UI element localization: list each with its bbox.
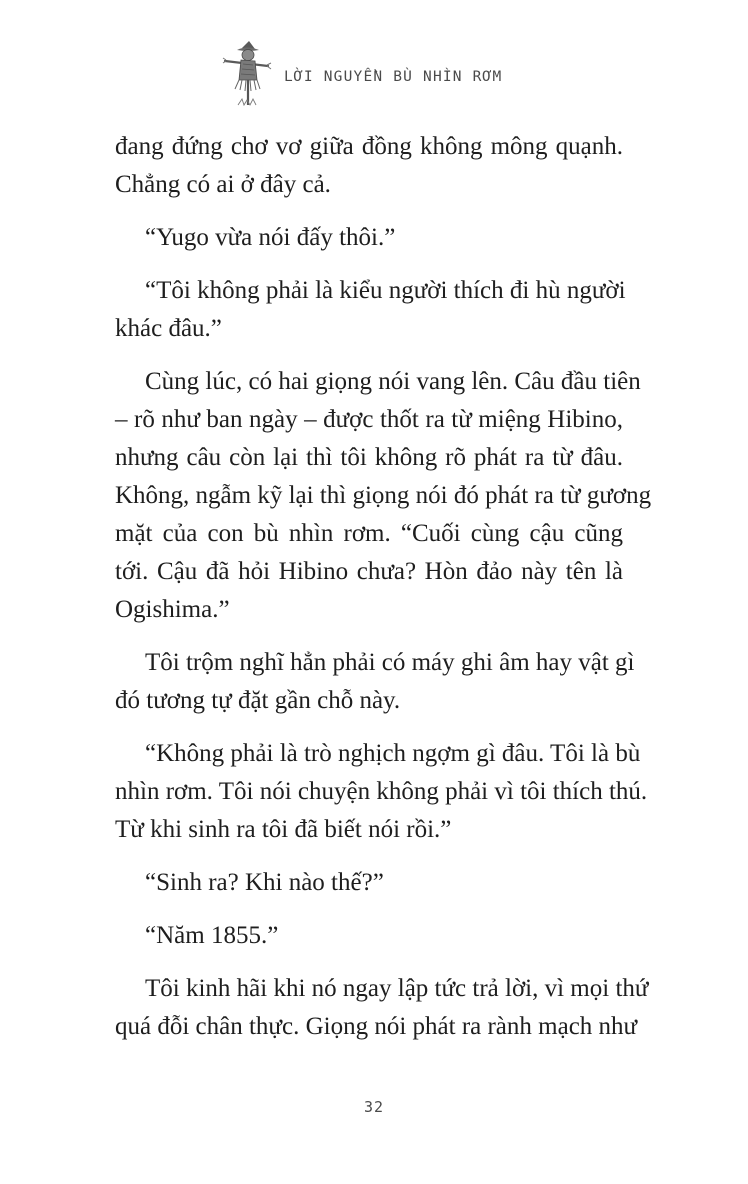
text-line: mặt của con bù nhìn rơm. “Cuối cùng cậu cũng xyxy=(115,520,623,547)
body-text xyxy=(115,128,652,1061)
text-line: khác đâu.” xyxy=(115,315,222,342)
text-line: Cùng lúc, có hai giọng nói vang lên. Câu đầu tiên xyxy=(145,368,641,395)
paragraph xyxy=(115,970,649,1046)
paragraph xyxy=(115,272,626,348)
text-line: Tôi trộm nghĩ hẳn phải có máy ghi âm hay vật gì xyxy=(145,649,635,676)
text-line: “Sinh ra? Khi nào thế?” xyxy=(145,869,384,896)
text-line: “Tôi không phải là kiểu người thích đi hù người xyxy=(145,277,626,304)
text-line: đang đứng chơ vơ giữa đồng không mông quạnh. xyxy=(115,133,623,160)
text-line: nhưng câu còn lại thì tôi không rõ phát ra từ đâu. xyxy=(115,444,623,471)
paragraph xyxy=(115,735,648,849)
text-line: “Năm 1855.” xyxy=(145,922,279,949)
text-line: Chẳng có ai ở đây cả. xyxy=(115,171,331,198)
running-title: LỜI NGUYỀN BÙ NHÌN RƠM xyxy=(284,69,503,85)
text-line: “Yugo vừa nói đấy thôi.” xyxy=(145,224,396,251)
text-line: Không, ngẫm kỹ lại thì giọng nói đó phát ra từ gương xyxy=(115,482,652,509)
text-line: Tôi kinh hãi khi nó ngay lập tức trả lời, vì mọi thứ xyxy=(145,975,649,1002)
paragraph xyxy=(115,864,623,902)
text-line: “Không phải là trò nghịch ngợm gì đâu. Tôi là bù xyxy=(145,740,641,767)
text-line: quá đỗi chân thực. Giọng nói phát ra rành mạch như xyxy=(115,1013,638,1040)
text-line: – rõ như ban ngày – được thốt ra từ miệng Hibino, xyxy=(115,406,623,433)
text-line: Từ khi sinh ra tôi đã biết nói rồi.” xyxy=(115,816,452,843)
paragraph xyxy=(115,644,635,720)
paragraph xyxy=(115,128,623,204)
paragraph xyxy=(115,917,623,955)
scarecrow-icon xyxy=(222,39,272,107)
text-line: tới. Cậu đã hỏi Hibino chưa? Hòn đảo này tên là xyxy=(115,558,623,585)
page-number: 32 xyxy=(363,1098,385,1116)
text-line: nhìn rơm. Tôi nói chuyện không phải vì tôi thích thú. xyxy=(115,778,648,805)
text-line: đó tương tự đặt gần chỗ này. xyxy=(115,687,401,714)
text-line: Ogishima.” xyxy=(115,596,230,623)
paragraph xyxy=(115,219,623,257)
running-header xyxy=(222,38,502,108)
paragraph xyxy=(115,363,652,629)
